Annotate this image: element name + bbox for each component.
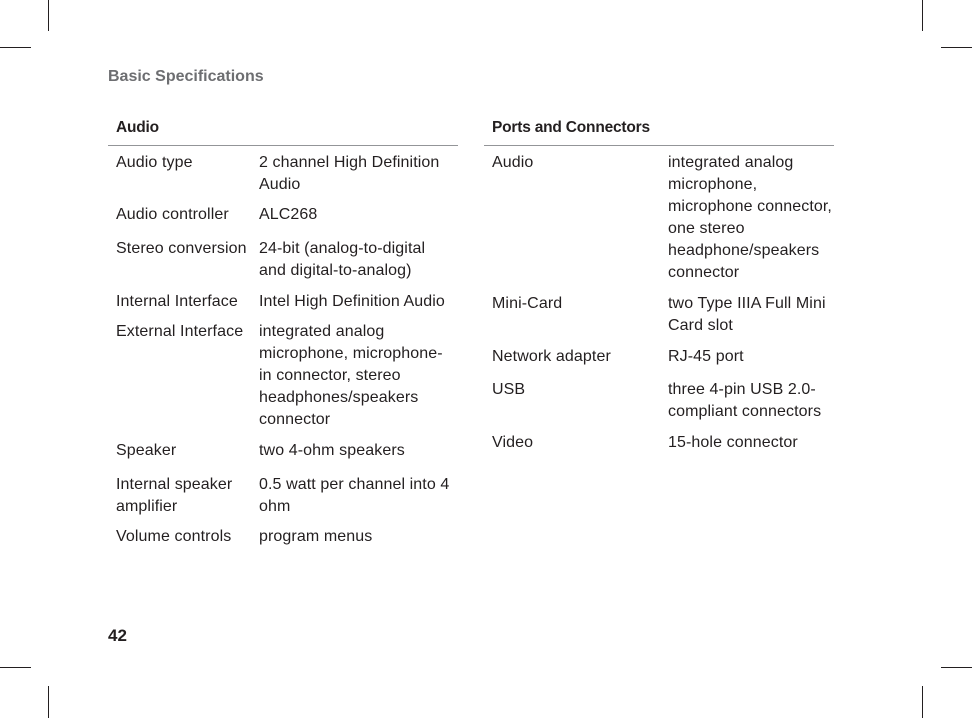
crop-mark xyxy=(941,667,972,668)
spec-label: External Interface xyxy=(116,323,244,340)
spec-label: Audio xyxy=(492,154,534,171)
spec-value: 24-bit (analog-to-digital and digital-to-analog) xyxy=(259,240,426,279)
crop-mark xyxy=(48,0,49,31)
spec-label: Mini-Card xyxy=(492,295,563,312)
spec-label: Audio controller xyxy=(116,206,229,223)
audio-section-title: Audio xyxy=(108,117,458,146)
page-number: 42 xyxy=(108,626,127,645)
crop-mark xyxy=(0,47,31,48)
spec-row xyxy=(108,291,458,313)
spec-value: integrated analog microphone, microphone-in connector, stereo headphones/speakers connector xyxy=(259,323,443,428)
spec-row xyxy=(108,321,458,431)
spec-label: Speaker xyxy=(116,442,177,459)
spec-value: three 4-pin USB 2.0-compliant connectors xyxy=(668,381,822,420)
audio-spec-table xyxy=(108,146,458,548)
crop-mark xyxy=(922,686,923,718)
audio-section xyxy=(108,117,458,557)
spec-row xyxy=(108,474,458,518)
spec-row xyxy=(108,238,458,282)
page-header: Basic Specifications xyxy=(108,68,264,85)
spec-row xyxy=(484,432,834,454)
spec-value: 0.5 watt per channel into 4 ohm xyxy=(259,476,450,515)
spec-label: Stereo conversion xyxy=(116,240,247,257)
spec-row xyxy=(484,293,834,337)
spec-label: USB xyxy=(492,381,526,398)
spec-label: Video xyxy=(492,434,534,451)
crop-mark xyxy=(922,0,923,31)
spec-value: RJ-45 port xyxy=(668,348,744,365)
spec-value: program menus xyxy=(259,528,373,545)
spec-row xyxy=(484,152,834,284)
spec-label: Internal Interface xyxy=(116,293,238,310)
spec-row xyxy=(108,440,458,462)
spec-label: Audio type xyxy=(116,154,193,171)
crop-mark xyxy=(0,667,31,668)
spec-value: ALC268 xyxy=(259,206,318,223)
spec-value: integrated analog microphone, microphone connector, one stereo headphone/speakers connector xyxy=(668,154,832,281)
ports-section-title: Ports and Connectors xyxy=(484,117,834,146)
spec-row xyxy=(484,379,834,423)
spec-label: Network adapter xyxy=(492,348,611,365)
crop-mark xyxy=(941,47,972,48)
spec-row xyxy=(108,526,458,548)
spec-value: Intel High Definition Audio xyxy=(259,293,445,310)
spec-value: two Type IIIA Full Mini Card slot xyxy=(668,295,826,334)
spec-label: Internal speaker amplifier xyxy=(116,476,233,515)
spec-row xyxy=(108,152,458,196)
spec-label: Volume controls xyxy=(116,528,232,545)
ports-section xyxy=(484,117,834,463)
spec-value: 15-hole connector xyxy=(668,434,798,451)
ports-spec-table xyxy=(484,146,834,454)
crop-mark xyxy=(48,686,49,718)
spec-value: two 4-ohm speakers xyxy=(259,442,405,459)
spec-row xyxy=(484,346,834,368)
spec-row xyxy=(108,204,458,226)
spec-value: 2 channel High Definition Audio xyxy=(259,154,440,193)
